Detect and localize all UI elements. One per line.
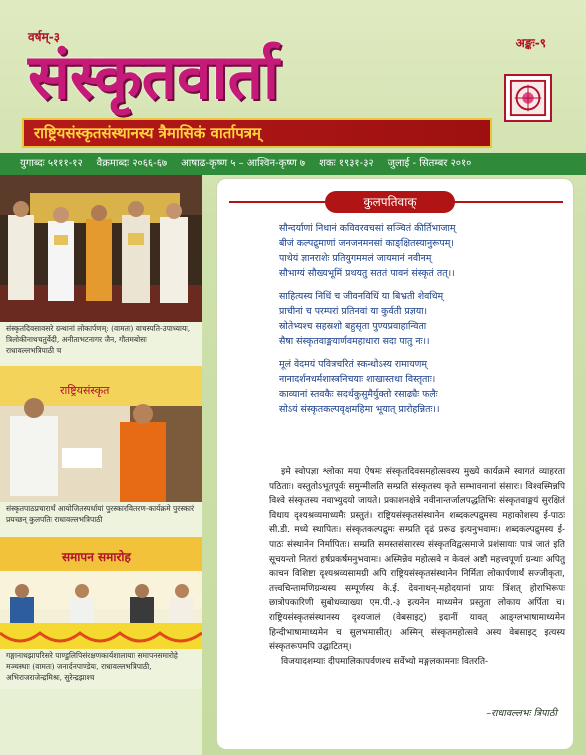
shaka-text: शकः १९३१-३२ <box>319 158 374 169</box>
verse-line: सौभाग्यं सौख्यभूमिं प्रथयतु सततं पावनं संस्कृतं तत्।। <box>279 268 455 279</box>
photo-caption-2: संस्कृतपाठप्रचारार्थं आयोजितस्पर्धायां पुरस्कारवितरण-कार्यक्रमे पुरस्कारं प्रयच्छन् कुलपतिः राधावल्लभत्रिपाठी <box>0 502 202 537</box>
verse-line: प्राचीनां च परम्परां प्रतिनवां या कुर्वती प्रज्ञया। <box>279 306 428 317</box>
verse-line: सोऽयं संस्कृतकल्पवृक्षमहिमा भूयात् प्रारोहन्नितः।। <box>279 404 440 415</box>
editorial-heading: कुलपतिवाक् <box>325 191 455 213</box>
photo-prize-distribution <box>0 366 202 502</box>
verse-block <box>279 221 567 425</box>
verse-line: साहित्यस्य निधिं च जीवनविधिं या बिभ्रती शेवधिम् <box>279 291 444 302</box>
signature: –राधावल्लभः त्रिपाठी <box>486 708 557 719</box>
verse-line: सौन्दर्याणां निधानं कविवरवचसां सञ्चितं कीर्तिभाजाम् <box>279 223 456 234</box>
verse-line: स्रोतेभ्यश्च सहस्रशो बहुसृता पुण्यप्रवाहान्विता <box>279 321 427 332</box>
sansthan-emblem-icon <box>504 74 552 122</box>
verse-line: पाथेयं ज्ञानराशेः प्रतियुगममलं जायमानं नवीनम् <box>279 253 432 264</box>
verse-1 <box>279 221 567 281</box>
date-info-bar <box>0 153 586 175</box>
vikramabda-text: वैक्रमाब्दः २०६६-६७ <box>96 158 168 169</box>
editorial-paragraph: इमे स्वोपज्ञा श्लोका मया ऐषमः संस्कृतदिवसमहोत्सवस्य मुख्ये कार्यक्रमे स्वागतं व्याहरता पठिताः। वस्तुतोऽभूतपूर्वः समुन्मीलति सम्प्रति संस्कृतस्य कृते सम्भावनानां संसारः। विश्वस्मिन्नपि विश्वे संस्कृतस्य नवाभ्युदयो जायते। प्रकाशनक्षेत्रे नवीनान्तर्जालपद्धतिभिः संस्कृतवाङ्मयं सुरक्षितं विधाय दृश्यश्रव्यमाध्यमैः प्रस्तुतं। राष्ट्रियसंस्कृतसंस्थानेन शब्दकल्पद्रुमस्य महाकोशस्य ई-पाठः सी.डी. मध्ये स्थापितः। संस्कृतकल्पद्रुमः सम्प्रति दृढं प्ररूढ इत्यनुभवामः। शब्दकल्पद्रुमस्य ई-पाठः संस्थानेन निर्मापितः। सम्प्रति समस्तसंसारस्य संस्कृतविद्वत्समाजे प्रशंसायाः पात्रं जातं इति सूचयन्तो नितरां हर्षप्रकर्षमनुभवामः। अस्मिन्नेव महोत्सवे न केवलं अष्टौ महत्त्वपूर्णा ग्रन्थाः अपितु काचन विशिष्टा दृश्यश्रव्यसामग्री अपि राष्ट्रियसंस्कृतसंस्थानेन निर्मिता लोकार्पणार्थं सज्जीकृता, तत्त्वचिन्तामणिग्रन्थस्य सम्पूर्णस्य के.ई. देवनाथन्-महोदयानां प्रायः त्रिंशत् होराभिरूपः छात्रोपकारिणी सुबोधव्याख्या एम.पी.-३ इत्यनेन माध्यमेन प्रस्तुता लोकाय अर्पिता च। राष्ट्रियसंस्कृतसंस्थानस्य दृश्यजालं (वेबसाइट्) इदानीं यावत् आङ्ग्लभाषामाध्यमेन हिन्दीभाषामाध्यमेन च सुलभमासीत्। अस्मिन् संस्कृतमहोत्सवे अस्य वेबसाइट् इत्यस्य संस्कृतरूपमपि उद्घाटितम्। <box>269 467 565 653</box>
photo-book-release <box>0 175 202 322</box>
photo-column <box>0 175 202 755</box>
yugabda-text: युगाब्दः ५१११-१२ <box>20 158 83 169</box>
verse-2 <box>279 289 567 349</box>
editorial-closing: विजयादशम्याः दीपमालिकापर्वणश्च सर्वेभ्यो मङ्गलकामनाः वितरति- <box>281 656 489 667</box>
photo-workshop-stage <box>0 537 202 649</box>
editorial-panel <box>216 178 574 750</box>
photo-banner-text: राष्ट्रियसंस्कृत <box>60 384 110 397</box>
newsletter-subtitle: राष्ट्रियसंस्कृतसंस्थानस्य त्रैमासिकं वार्तापत्रम् <box>22 118 492 148</box>
volume-label: वर्षम्-३ <box>28 30 61 44</box>
month-text: जुलाई - सितम्बर २०१० <box>387 158 472 169</box>
verse-line: बीजं कल्पद्रुमाणां जनजनमनसां काङ्क्षितस्यानुरूपम्। <box>279 238 454 249</box>
verse-3 <box>279 357 567 417</box>
photo-caption-1: संस्कृतदिवसावसरे ग्रन्थानां लोकार्पणम्: (वामतः) वाचस्पति-उपाध्यायः, त्रिलोकीनाथचतुर्वेदी, अनीताभटनागर जैन, गौतमबोसः राधावल्लभत्रिपाठी च <box>0 322 202 366</box>
photo-caption-3: गङ्गानाथझापरिसरे पाण्डुलिपिसंरक्षणकार्यशालायाः समापनसमारोहे मञ्चस्थाः (वामतः) जनार्दनपाण्डेयः, राधावल्लभत्रिपाठी, अभिराजराजेन्द्रमिश्रः, सुरेन्द्रझाश्च <box>0 649 202 689</box>
masthead <box>0 0 586 152</box>
verse-line: सैषा संस्कृतवाङ्मयार्णवमहाधारा सदा पातु नः।। <box>279 336 430 347</box>
verse-line: मूलं वेदमयं पवित्रचरितं स्कन्धोऽस्य रामायणम् <box>279 359 428 370</box>
verse-line: नानादर्शनधर्मशास्त्रनिचयाः शाखास्तथा विस्तृताः। <box>279 374 436 385</box>
newsletter-title: संस्कृतवार्ता <box>28 40 279 113</box>
tithi-text: आषाढ-कृष्ण ५ – आश्विन-कृष्ण ७ <box>181 158 306 169</box>
verse-line: काव्यानां स्तवकैः सदर्थकुसुमैर्युक्तो रसाढ्यैः फलैः <box>279 389 438 400</box>
editorial-text <box>269 465 565 669</box>
photo-banner-text-2: समापन समारोह <box>62 550 131 564</box>
issue-label: अङ्कः-९ <box>515 36 546 50</box>
